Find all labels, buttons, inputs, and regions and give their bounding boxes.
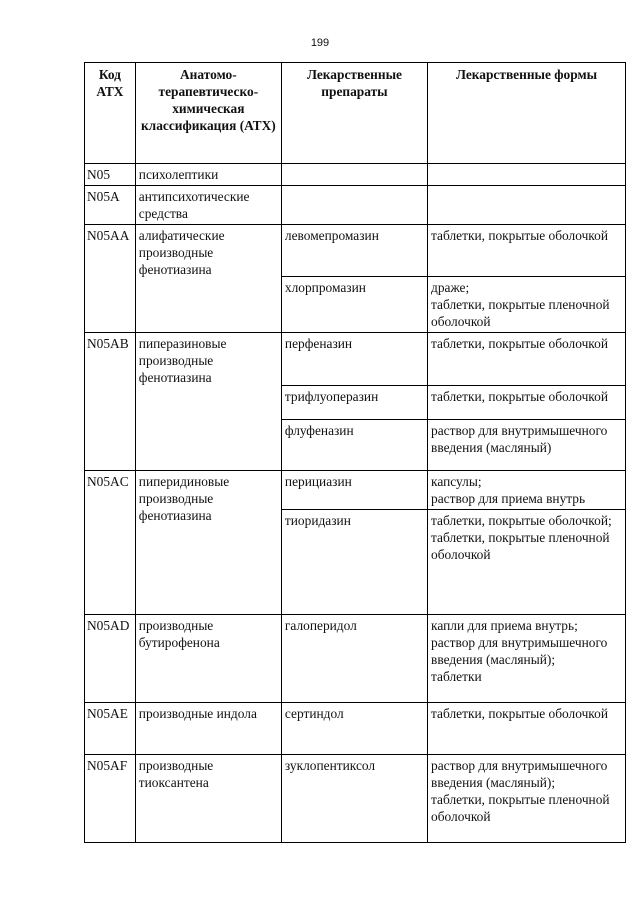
atx-class: производные индола xyxy=(135,703,281,755)
drug-table xyxy=(84,62,626,843)
drug-name: перициазин xyxy=(281,471,427,510)
drug-form: таблетки, покрытые оболочкой; таблетки, покрытые пленочной оболочкой xyxy=(428,510,626,615)
table-row xyxy=(85,615,626,703)
drug-form: капсулы; раствор для приема внутрь xyxy=(428,471,626,510)
drug-form xyxy=(428,164,626,186)
drug-name: трифлуоперазин xyxy=(281,386,427,420)
drug-name: тиоридазин xyxy=(281,510,427,615)
drug-form: капли для приема внутрь; раствор для внутримышечного введения (масляный); таблетки xyxy=(428,615,626,703)
drug-name: флуфеназин xyxy=(281,420,427,471)
table-row xyxy=(85,164,626,186)
drug-form: драже; таблетки, покрытые пленочной оболочкой xyxy=(428,277,626,333)
drug-name xyxy=(281,164,427,186)
drug-name: сертиндол xyxy=(281,703,427,755)
drug-form: таблетки, покрытые оболочкой xyxy=(428,333,626,386)
table-row xyxy=(85,755,626,843)
drug-form: таблетки, покрытые оболочкой xyxy=(428,703,626,755)
atx-class: психолептики xyxy=(135,164,281,186)
page-number: 199 xyxy=(310,37,330,49)
drug-name: хлорпромазин xyxy=(281,277,427,333)
atx-code: N05AF xyxy=(85,755,136,843)
drug-form: таблетки, покрытые оболочкой xyxy=(428,386,626,420)
drug-name: левомепромазин xyxy=(281,225,427,277)
table-row xyxy=(85,471,626,510)
atx-code: N05AC xyxy=(85,471,136,615)
drug-form: раствор для внутримышечного введения (масляный) xyxy=(428,420,626,471)
drug-name xyxy=(281,186,427,225)
table-row xyxy=(85,333,626,386)
drug-form: таблетки, покрытые оболочкой xyxy=(428,225,626,277)
table-header xyxy=(85,63,626,164)
table-body xyxy=(85,164,626,843)
header-drugs: Лекарственные препараты xyxy=(281,63,427,164)
header-classification: Анатомо-терапевтическо-химическая классификация (АТХ) xyxy=(135,63,281,164)
atx-code: N05AA xyxy=(85,225,136,333)
atx-code: N05AD xyxy=(85,615,136,703)
header-code: Код АТХ xyxy=(85,63,136,164)
drug-form: раствор для внутримышечного введения (масляный); таблетки, покрытые пленочной оболочкой xyxy=(428,755,626,843)
drug-name: перфеназин xyxy=(281,333,427,386)
atx-class: алифатические производные фенотиазина xyxy=(135,225,281,333)
atx-code: N05AE xyxy=(85,703,136,755)
atx-class: антипсихотические средства xyxy=(135,186,281,225)
atx-class: пиперидиновые производные фенотиазина xyxy=(135,471,281,615)
atx-code: N05AB xyxy=(85,333,136,471)
atx-code: N05A xyxy=(85,186,136,225)
atx-class: пиперазиновые производные фенотиазина xyxy=(135,333,281,471)
table-row xyxy=(85,703,626,755)
table-row xyxy=(85,225,626,277)
atx-class: производные тиоксантена xyxy=(135,755,281,843)
drug-name: галоперидол xyxy=(281,615,427,703)
atx-class: производные бутирофенона xyxy=(135,615,281,703)
table-row xyxy=(85,186,626,225)
drug-name: зуклопентиксол xyxy=(281,755,427,843)
header-forms: Лекарственные формы xyxy=(428,63,626,164)
drug-form xyxy=(428,186,626,225)
atx-code: N05 xyxy=(85,164,136,186)
